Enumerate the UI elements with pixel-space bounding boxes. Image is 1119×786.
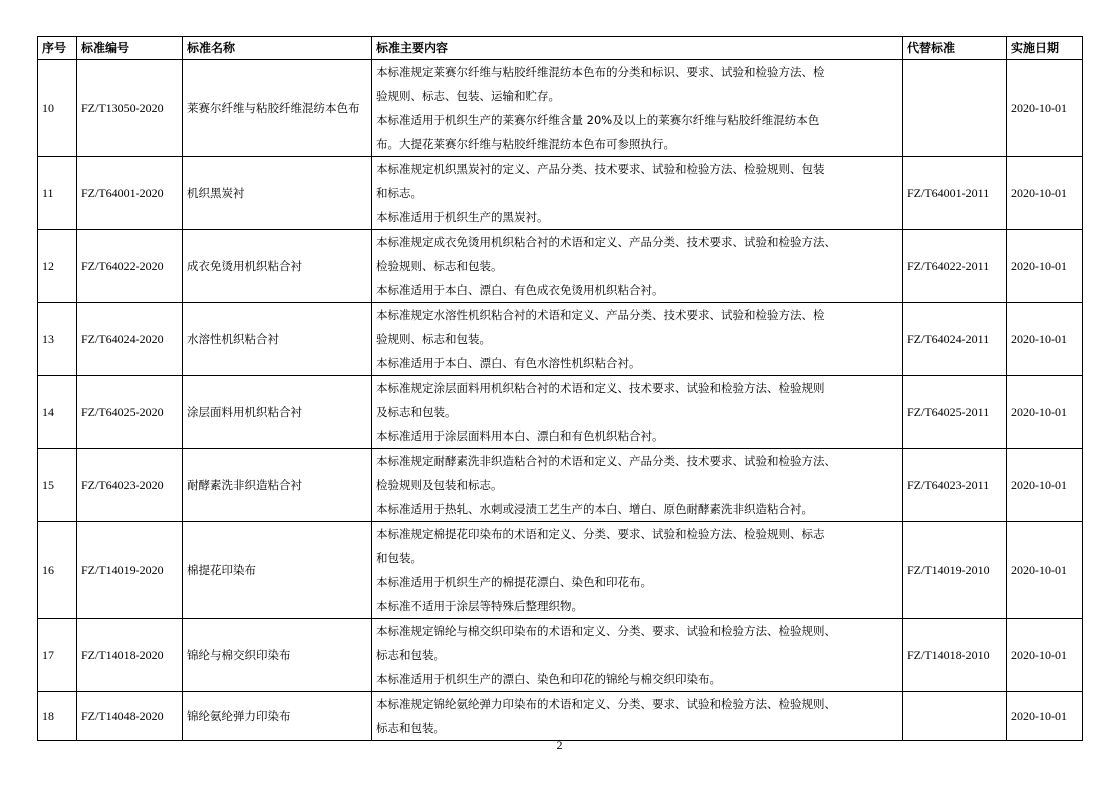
table-row: [38, 230, 1083, 303]
content-line: 本标准规定成衣免烫用机织粘合衬的术语和定义、产品分类、技术要求、试验和检验方法、: [376, 235, 836, 249]
table-row: [38, 303, 1083, 376]
content-line: 本标准规定涂层面料用机织粘合衬的术语和定义、技术要求、试验和检验方法、检验规则: [376, 381, 825, 395]
cell-code: FZ/T14048-2020: [77, 692, 183, 741]
content-line: 本标准规定锦纶与棉交织印染布的术语和定义、分类、要求、试验和检验方法、检验规则、: [376, 624, 836, 638]
content-line: 和标志。: [376, 186, 422, 200]
content-line: 本标准不适用于涂层等特殊后整理织物。: [376, 599, 583, 613]
content-line: 本标准规定机织黑炭衬的定义、产品分类、技术要求、试验和检验方法、检验规则、包装: [376, 162, 825, 176]
content-line: 检验规则及包装和标志。: [376, 478, 503, 492]
cell-code: FZ/T64022-2020: [77, 230, 183, 303]
table-row: [38, 619, 1083, 692]
cell-replaced: FZ/T14019-2010: [903, 522, 1007, 619]
cell-name: 锦纶与棉交织印染布: [183, 619, 372, 692]
cell-date: 2020-10-01: [1007, 376, 1083, 449]
content-line: 本标准适用于机织生产的漂白、染色和印花的锦纶与棉交织印染布。: [376, 672, 721, 686]
header-replaced: 代替标准: [903, 37, 1007, 60]
content-line: 本标准规定耐酵素洗非织造粘合衬的术语和定义、产品分类、技术要求、试验和检验方法、: [376, 454, 836, 468]
cell-code: FZ/T64024-2020: [77, 303, 183, 376]
cell-content: [372, 60, 903, 157]
content-line: 本标准适用于机织生产的棉提花漂白、染色和印花布。: [376, 575, 652, 589]
content-line: 本标准规定棉提花印染布的术语和定义、分类、要求、试验和检验方法、检验规则、标志: [376, 527, 825, 541]
content-line: 验规则、标志和包装。: [376, 332, 491, 346]
cell-content: [372, 692, 903, 741]
cell-name: 耐酵素洗非织造粘合衬: [183, 449, 372, 522]
cell-no: 17: [38, 619, 77, 692]
cell-replaced: [903, 692, 1007, 741]
cell-date: 2020-10-01: [1007, 619, 1083, 692]
content-line: 检验规则、标志和包装。: [376, 259, 503, 273]
header-content: 标准主要内容: [372, 37, 903, 60]
cell-no: 18: [38, 692, 77, 741]
cell-code: FZ/T14018-2020: [77, 619, 183, 692]
cell-content: [372, 449, 903, 522]
cell-no: 14: [38, 376, 77, 449]
cell-name: 莱赛尔纤维与粘胶纤维混纺本色布: [183, 60, 372, 157]
cell-replaced: FZ/T64023-2011: [903, 449, 1007, 522]
content-line: 标志和包装。: [376, 648, 445, 662]
header-code: 标准编号: [77, 37, 183, 60]
cell-date: 2020-10-01: [1007, 522, 1083, 619]
cell-content: [372, 376, 903, 449]
cell-replaced: FZ/T64022-2011: [903, 230, 1007, 303]
cell-content: [372, 157, 903, 230]
page-number: 2: [556, 738, 563, 752]
cell-replaced: FZ/T64001-2011: [903, 157, 1007, 230]
cell-content: [372, 303, 903, 376]
table-row: [38, 522, 1083, 619]
table-row: [38, 692, 1083, 741]
content-line: 本标准适用于涂层面料用本白、漂白和有色机织粘合衬。: [376, 429, 664, 443]
content-line: 本标准适用于本白、漂白、有色水溶性机织粘合衬。: [376, 356, 641, 370]
content-line: 本标准规定莱赛尔纤维与粘胶纤维混纺本色布的分类和标识、要求、试验和检验方法、检: [376, 65, 825, 79]
cell-name: 水溶性机织粘合衬: [183, 303, 372, 376]
cell-name: 涂层面料用机织粘合衬: [183, 376, 372, 449]
cell-content: [372, 619, 903, 692]
cell-code: FZ/T64023-2020: [77, 449, 183, 522]
cell-date: 2020-10-01: [1007, 303, 1083, 376]
cell-date: 2020-10-01: [1007, 60, 1083, 157]
content-line: 标志和包装。: [376, 721, 445, 735]
content-line: 及标志和包装。: [376, 405, 457, 419]
cell-code: FZ/T13050-2020: [77, 60, 183, 157]
cell-replaced: FZ/T64025-2011: [903, 376, 1007, 449]
cell-name: 成衣免烫用机织粘合衬: [183, 230, 372, 303]
header-date: 实施日期: [1007, 37, 1083, 60]
table-row: [38, 376, 1083, 449]
cell-name: 棉提花印染布: [183, 522, 372, 619]
content-line: 本标准适用于机织生产的黑炭衬。: [376, 210, 549, 224]
table-row: [38, 60, 1083, 157]
cell-content: [372, 522, 903, 619]
content-line: 本标准适用于热轧、水刺或浸渍工艺生产的本白、增白、原色耐酵素洗非织造粘合衬。: [376, 502, 813, 516]
cell-date: 2020-10-01: [1007, 157, 1083, 230]
header-no: 序号: [38, 37, 77, 60]
cell-code: FZ/T14019-2020: [77, 522, 183, 619]
cell-date: 2020-10-01: [1007, 449, 1083, 522]
cell-code: FZ/T64001-2020: [77, 157, 183, 230]
header-name: 标准名称: [183, 37, 372, 60]
cell-no: 12: [38, 230, 77, 303]
cell-replaced: FZ/T64024-2011: [903, 303, 1007, 376]
table-row: [38, 157, 1083, 230]
table-header-row: [38, 37, 1083, 60]
content-line: 和包装。: [376, 551, 422, 565]
cell-code: FZ/T64025-2020: [77, 376, 183, 449]
cell-no: 10: [38, 60, 77, 157]
cell-date: 2020-10-01: [1007, 692, 1083, 741]
cell-no: 16: [38, 522, 77, 619]
content-line: 本标准规定锦纶氨纶弹力印染布的术语和定义、分类、要求、试验和检验方法、检验规则、: [376, 697, 836, 711]
table-row: [38, 449, 1083, 522]
cell-date: 2020-10-01: [1007, 230, 1083, 303]
cell-replaced: FZ/T14018-2010: [903, 619, 1007, 692]
standards-table: [37, 36, 1083, 741]
cell-no: 11: [38, 157, 77, 230]
content-line: 本标准适用于机织生产的莱赛尔纤维含量 20%及以上的莱赛尔纤维与粘胶纤维混纺本色: [376, 113, 820, 127]
content-line: 验规则、标志、包装、运输和贮存。: [376, 89, 560, 103]
cell-replaced: [903, 60, 1007, 157]
cell-name: 机织黑炭衬: [183, 157, 372, 230]
cell-content: [372, 230, 903, 303]
content-line: 本标准规定水溶性机织粘合衬的术语和定义、产品分类、技术要求、试验和检验方法、检: [376, 308, 825, 322]
content-line: 布。大提花莱赛尔纤维与粘胶纤维混纺本色布可参照执行。: [376, 137, 675, 151]
cell-no: 13: [38, 303, 77, 376]
cell-name: 锦纶氨纶弹力印染布: [183, 692, 372, 741]
content-line: 本标准适用于本白、漂白、有色成衣免烫用机织粘合衬。: [376, 283, 664, 297]
cell-no: 15: [38, 449, 77, 522]
